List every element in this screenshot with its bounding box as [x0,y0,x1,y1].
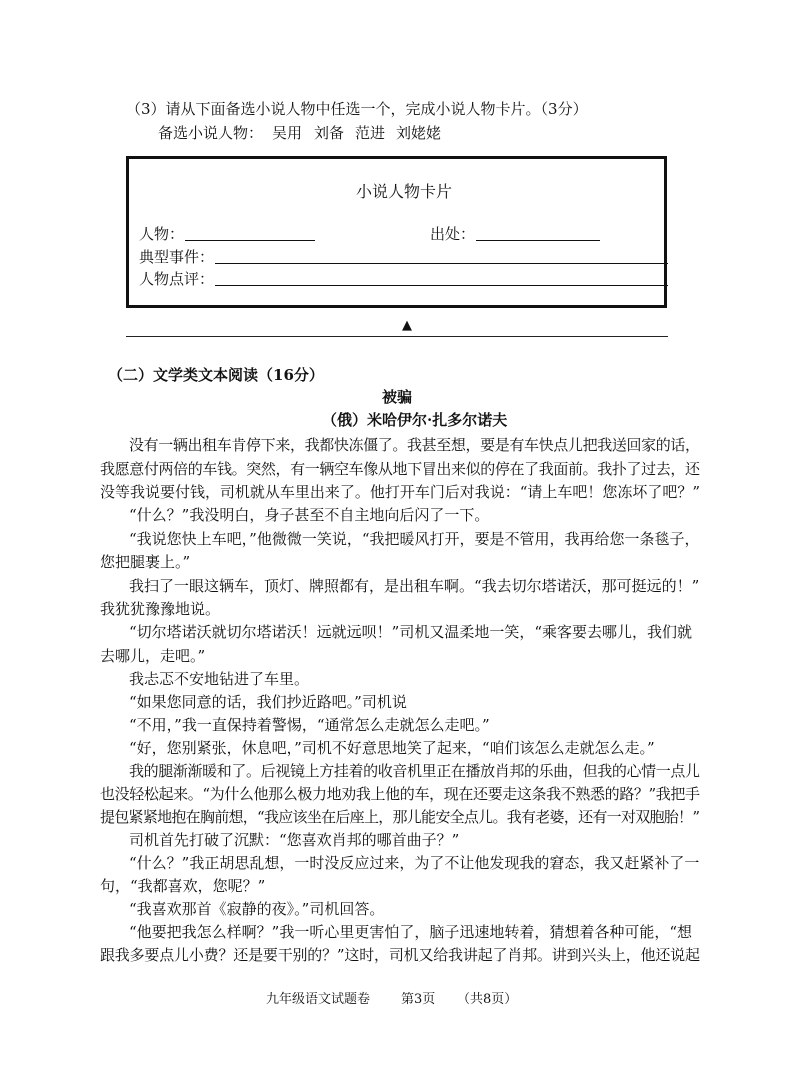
story-line: “我喜欢那首《寂静的夜》。”司机回答。 [129,900,385,918]
footer-page-number: 第3页 [401,992,436,1007]
story-line: “不用，”我一直保持着警惕，“通常怎么走就怎么走吧。” [129,716,490,734]
story-line: 我犹犹豫豫地说。 [100,600,221,618]
question-3-prompt: （3）请从下面备选小说人物中任选一个，完成小说人物卡片。（3分） [126,100,588,118]
story-line: 提包紧紧地抱在胸前想，“我应该坐在后座上，那儿能安全点儿。我有老婆，还有一对双胞胎！” [100,808,700,826]
story-title: 被骗 [382,388,413,406]
story-line: “切尔塔诺沃就切尔塔诺沃！远就远呗！”司机又温柔地一笑，“乘客要去哪儿，我们就 [129,623,693,641]
footer-total-pages: （共8页） [457,992,518,1007]
candidate-1: 吴用 [272,124,303,142]
story-line: 我扫了一眼这辆车，顶灯、牌照都有，是出租车啊。“我去切尔塔诺沃，那可挺远的！” [129,577,700,595]
card-person-blank[interactable] [185,240,315,241]
footer-exam-name: 九年级语文试题卷 [266,992,371,1007]
story-line: 没有一辆出租车肯停下来，我都快冻僵了。我甚至想，要是有车快点儿把我送回家的话， [129,436,700,454]
card-person-label: 人物： [139,225,185,243]
story-line: “什么？”我正胡思乱想，一时没反应过来，为了不让他发现我的窘态，我又赶紧补了一 [129,854,700,872]
story-line: 我的腿渐渐暖和了。后视镜上方挂着的收音机里正在播放肖邦的乐曲，但我的心情一点儿 [129,762,700,780]
card-title: 小说人物卡片 [356,182,453,201]
card-comment-blank[interactable] [215,285,668,286]
story-line: “什么？”我没明白，身子甚至不自主地向后闪了一下。 [129,506,490,524]
story-line: 也没轻松起来。“为什么他那么极力地劝我上他的车，现在还要走这条我不熟悉的路？”我把手 [100,785,700,803]
card-source-blank[interactable] [476,240,600,241]
story-line: 司机首先打破了沉默：“您喜欢肖邦的哪首曲子？” [129,831,460,849]
story-line: “好，您别紧张，休息吧，”司机不好意思地笑了起来，“咱们该怎么走就怎么走。” [129,739,655,757]
story-line: 您把腿裹上。” [100,553,191,571]
candidate-3: 范进 [355,124,386,142]
story-line: “我说您快上车吧，”他微微一笑说，“我把暖风打开，要是不管用，我再给您一条毯子， [129,530,700,548]
candidates-label: 备选小说人物： [158,124,264,142]
candidate-2: 刘备 [314,124,345,142]
story-line: 去哪儿，走吧。” [100,647,206,665]
story-author: （俄）米哈伊尔·扎多尔诺夫 [322,411,508,429]
story-line: 句，“我都喜欢，您呢？” [100,877,266,895]
card-source-label: 出处： [430,225,476,243]
story-line: 跟我多要点儿小费？还是要干别的？”这时，司机又给我讲起了肖邦。讲到兴头上，他还说起 [100,946,700,964]
section-heading: （二）文学类文本阅读（16分） [108,366,324,384]
card-event-label: 典型事件： [139,248,215,266]
divider-line [126,336,668,337]
story-line: “他要把我怎么样啊？”我一听心里更害怕了，脑子迅速地转着，猜想着各种可能，“想 [129,923,693,941]
story-line: 我忐忑不安地钻进了车里。 [129,670,310,688]
card-comment-label: 人物点评： [139,270,215,288]
candidate-4: 刘姥姥 [396,124,442,142]
story-line: 我愿意付两倍的车钱。突然，有一辆空车像从地下冒出来似的停在了我面前。我扑了过去，还 [100,460,700,478]
triangle-marker-icon: ▲ [402,318,412,333]
story-line: 没等我说要付钱，司机就从车里出来了。他打开车门后对我说：“请上车吧！您冻坏了吧？” [100,483,700,501]
story-line: “如果您同意的话，我们抄近路吧。”司机说 [129,693,407,711]
card-event-blank[interactable] [215,263,668,264]
character-card [126,156,667,308]
